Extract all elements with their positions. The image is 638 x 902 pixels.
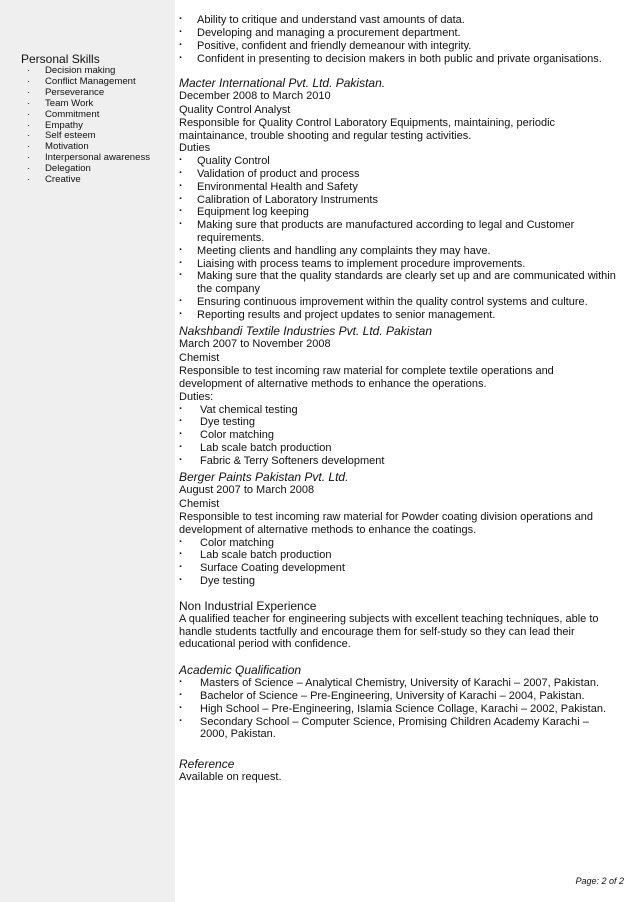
list-item: · Color matching [179, 429, 619, 442]
list-item: · Ensuring continuous improvement within the quality control systems and culture. [179, 296, 619, 309]
skill-item: · Perseverance [27, 88, 150, 99]
list-item: · Making sure that products are manufactured according to legal and Customer requirements. [179, 219, 619, 245]
company-name: Berger Paints Pakistan Pvt. Ltd. [179, 469, 349, 484]
duties-label: Duties [179, 142, 211, 155]
job-title: Chemist [179, 352, 220, 365]
list-item: · Secondary School – Computer Science, Promising Children Academy Karachi – 2000, Pakistan. [179, 716, 619, 742]
top-bullets [179, 14, 619, 66]
list-item: · Color matching [179, 537, 619, 550]
non-industrial-section [179, 599, 619, 651]
job-dates: December 2008 to March 2010 [179, 90, 331, 103]
job-description: Responsible for Quality Control Laboratory Equipments, maintaining, periodic maintainance, trouble shooting and regular testing activities. [179, 116, 556, 142]
job-title: Chemist [179, 498, 220, 511]
job-description: Responsible to test incoming raw material for complete textile operations and development of alternative methods to enhance the operations. [179, 365, 554, 390]
skills-list [27, 66, 150, 186]
list-item: · Calibration of Laboratory Instruments [179, 194, 619, 207]
duties-list [179, 155, 619, 321]
list-item: · Equipment log keeping [179, 206, 619, 219]
skill-item: · Delegation [27, 164, 150, 175]
duties-list [179, 537, 619, 588]
section-heading: Academic Qualification [179, 663, 302, 678]
list-item: · Dye testing [179, 416, 619, 429]
sidebar [0, 0, 175, 902]
list-item: · Surface Coating development [179, 562, 619, 575]
section-text: Available on request. [179, 771, 282, 784]
list-item: · Validation of product and process [179, 168, 619, 181]
job-title: Quality Control Analyst [179, 103, 291, 116]
list-item: · Developing and managing a procurement department. [179, 27, 619, 40]
skill-item: · Decision making [27, 66, 150, 77]
job-description: Responsible to test incoming raw material for Powder coating division operations and development of alternative methods to enhance the coatings. [179, 511, 593, 536]
skill-item: · Self esteem [27, 131, 150, 142]
list-item: · Environmental Health and Safety [179, 181, 619, 194]
skill-item: · Creative [27, 175, 150, 186]
list-item: · Vat chemical testing [179, 404, 619, 417]
duties-list [179, 404, 619, 468]
skill-item: · Empathy [27, 121, 150, 132]
page-number: Page: 2 of 2 [575, 876, 624, 886]
company-name: Nakshbandi Textile Industries Pvt. Ltd. Pakistan [179, 323, 433, 338]
job-berger [179, 470, 619, 588]
list-item: · Fabric & Terry Softeners development [179, 455, 619, 468]
section-heading: Non Industrial Experience [179, 598, 317, 613]
list-item: · Reporting results and project updates to senior management. [179, 309, 619, 322]
skill-item: · Commitment [27, 110, 150, 121]
main-content [179, 14, 619, 784]
list-item: · Confident in presenting to decision makers in both public and private organisations. [179, 53, 619, 66]
list-item: · Lab scale batch production [179, 549, 619, 562]
skill-item: · Motivation [27, 142, 150, 153]
section-heading: Reference [179, 757, 235, 772]
list-item: · Making sure that the quality standards are clearly set up and are communicated within the company [179, 270, 619, 296]
skill-item: · Interpersonal awareness [27, 153, 150, 164]
personal-skills-heading: Personal Skills [21, 52, 100, 66]
company-name: Macter International Pvt. Ltd. Pakistan. [179, 76, 386, 91]
list-item: · High School – Pre-Engineering, Islamia Science Collage, Karachi – 2002, Pakistan. [179, 703, 619, 716]
academic-section [179, 663, 619, 741]
list-item: · Positive, confident and friendly demeanour with integrity. [179, 40, 619, 53]
job-dates: March 2007 to November 2008 [179, 337, 331, 350]
job-nakshbandi [179, 324, 619, 468]
list-item: · Meeting clients and handling any complaints they may have. [179, 245, 619, 258]
section-text: A qualified teacher for engineering subjects with excellent teaching techniques, able to handle students tactfully and encourage them for self-study so they can lead their educational period with confidence. [179, 612, 599, 651]
skill-item: · Conflict Management [27, 77, 150, 88]
academic-list [179, 677, 619, 741]
skill-item: · Team Work [27, 99, 150, 110]
job-dates: August 2007 to March 2008 [179, 483, 315, 496]
job-macter [179, 76, 619, 321]
list-item: · Bachelor of Science – Pre-Engineering, University of Karachi – 2004, Pakistan. [179, 690, 619, 703]
list-item: · Ability to critique and understand vast amounts of data. [179, 14, 619, 27]
list-item: · Masters of Science – Analytical Chemistry, University of Karachi – 2007, Pakistan. [179, 677, 619, 690]
reference-section [179, 757, 619, 784]
duties-label: Duties: [179, 390, 214, 403]
list-item: · Quality Control [179, 155, 619, 168]
list-item: · Liaising with process teams to implement procedure improvements. [179, 258, 619, 271]
list-item: · Dye testing [179, 575, 619, 588]
list-item: · Lab scale batch production [179, 442, 619, 455]
